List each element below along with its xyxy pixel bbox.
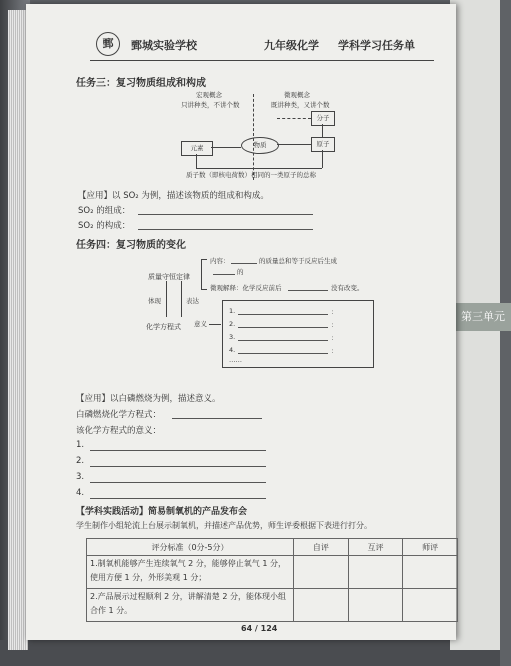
- content-text-2: 的: [237, 268, 244, 276]
- criteria-cell: 1.制氧机能够产生连续氧气 2 分，能够停止氧气 1 分，使用方便 1 分，外形美观 1 分；: [87, 556, 294, 589]
- self-eval-header: 自评: [294, 539, 349, 556]
- header-rule: [90, 60, 434, 61]
- meaning-colon-3: ：: [331, 334, 338, 342]
- page-number: 64 / 124: [241, 624, 278, 633]
- line-element-down: [196, 154, 197, 168]
- phosphorus-item-1: 1.: [76, 440, 85, 450]
- line-element-substance: [211, 147, 241, 148]
- micro-label: 微观概念: [284, 91, 310, 99]
- meaning-item-3: 3.: [229, 333, 236, 341]
- law-brace: [201, 259, 202, 289]
- self-eval-cell[interactable]: [294, 556, 349, 589]
- meaning-colon-4: ：: [331, 347, 338, 355]
- task4-title: 任务四：复习物质的变化: [76, 240, 186, 251]
- background-bottom: [0, 640, 500, 666]
- micro-explanation: 微观解释：化学反应前后: [210, 284, 282, 292]
- content-text: 的质量总和等于反应后生成: [259, 257, 337, 265]
- doc-type: 学科学习任务单: [338, 39, 415, 52]
- apply-so2-prompt: 【应用】以 SO₂ 为例，描述该物质的组成和构成。: [78, 191, 269, 201]
- phosphorus-item-4: 4.: [76, 488, 85, 498]
- criteria-header: 评分标准（0分-5分）: [87, 539, 294, 556]
- equation-label: 化学方程式: [146, 323, 181, 331]
- meaning-colon-2: ：: [331, 321, 338, 329]
- meaning-item-1: 1.: [229, 307, 236, 315]
- element-definition: 质子数（即核电荷数）相同的一类原子的总称: [186, 171, 316, 179]
- product-blank: [213, 274, 235, 275]
- atom-box: 原子: [311, 137, 335, 152]
- meaning-colon-1: ：: [331, 308, 338, 316]
- worksheet-page: [26, 4, 456, 640]
- so2-composition-label: SO₂ 的组成：: [78, 206, 131, 216]
- line-atom-down: [322, 150, 323, 168]
- element-box: 元素: [181, 141, 213, 156]
- meaning-item-more: ……: [229, 356, 242, 364]
- micro-blank: [288, 290, 328, 291]
- line-substance-atom: [277, 144, 311, 145]
- substance-oval: 物质: [241, 137, 279, 154]
- phosphorus-blank-2: [90, 466, 266, 467]
- meaning-arrow: [209, 324, 221, 325]
- meaning-blank-4: [238, 353, 328, 354]
- criteria-cell: 2.产品展示过程顺利 2 分，讲解清楚 2 分，能体现小组合作 1 分。: [87, 589, 294, 622]
- peer-eval-cell[interactable]: [348, 589, 403, 622]
- content-label: 内容：: [210, 257, 230, 265]
- teacher-eval-cell[interactable]: [403, 556, 458, 589]
- self-eval-cell[interactable]: [294, 589, 349, 622]
- micro-explanation-end: 没有改变。: [331, 284, 364, 292]
- unit-tab: 第三单元: [455, 303, 511, 331]
- teacher-eval-header: 师评: [403, 539, 458, 556]
- table-row: [87, 556, 458, 589]
- phosphorus-item-3: 3.: [76, 472, 85, 482]
- micro-note: 既讲种类，又讲个数: [271, 101, 330, 109]
- phosphorus-blank-1: [90, 450, 266, 451]
- meaning-blank-2: [238, 327, 328, 328]
- reactant-blank: [231, 263, 257, 264]
- express-label: 表达: [186, 297, 199, 305]
- page-stack-edge: [8, 10, 28, 650]
- brace-top: [201, 259, 207, 260]
- grade-subject: 九年级化学: [264, 39, 319, 52]
- macro-note: 只讲种类，不讲个数: [181, 101, 240, 109]
- meaning-blank-1: [238, 314, 328, 315]
- meaning-item-4: 4.: [229, 346, 236, 354]
- arrow-down-line: [181, 281, 182, 317]
- so2-structure-blank: [138, 229, 313, 230]
- phosphorus-blank-4: [90, 498, 266, 499]
- arrow-up-line: [166, 281, 167, 317]
- phosphorus-meaning-label: 该化学方程式的意义：: [76, 426, 162, 436]
- phosphorus-item-2: 2.: [76, 456, 85, 466]
- teacher-eval-cell[interactable]: [403, 589, 458, 622]
- phosphorus-equation-label: 白磷燃烧化学方程式：: [76, 410, 162, 420]
- table-row: [87, 589, 458, 622]
- meaning-box: [222, 300, 374, 368]
- molecule-box: 分子: [311, 111, 335, 126]
- school-logo: 鄄: [96, 32, 120, 56]
- apply-phosphorus-prompt: 【应用】以白磷燃烧为例，描述意义。: [76, 394, 221, 404]
- meaning-item-2: 2.: [229, 320, 236, 328]
- practice-title: 【学科实践活动】简易制氧机的产品发布会: [76, 507, 248, 517]
- line-molecule-atom: [322, 124, 323, 137]
- so2-composition-blank: [138, 214, 313, 215]
- brace-bottom: [201, 289, 207, 290]
- so2-structure-label: SO₂ 的构成：: [78, 221, 131, 231]
- macro-label: 宏观概念: [196, 91, 222, 99]
- reflect-label: 体现: [148, 297, 161, 305]
- evaluation-table: [86, 538, 458, 622]
- practice-description: 学生制作小组轮流上台展示制氧机，并描述产品优势，师生评委根据下表进行打分。: [76, 521, 372, 530]
- school-name: 鄄城实验学校: [131, 39, 197, 52]
- peer-eval-header: 互评: [348, 539, 403, 556]
- task3-title: 任务三：复习物质组成和构成: [76, 78, 206, 89]
- peer-eval-cell[interactable]: [348, 556, 403, 589]
- phosphorus-blank-3: [90, 482, 266, 483]
- meaning-blank-3: [238, 340, 328, 341]
- law-label: 质量守恒定律: [148, 273, 190, 281]
- line-bottom: [196, 168, 322, 169]
- phosphorus-equation-blank: [172, 418, 262, 419]
- meaning-label: 意义: [194, 320, 207, 328]
- table-header-row: [87, 539, 458, 556]
- line-substance-molecule: [277, 118, 311, 119]
